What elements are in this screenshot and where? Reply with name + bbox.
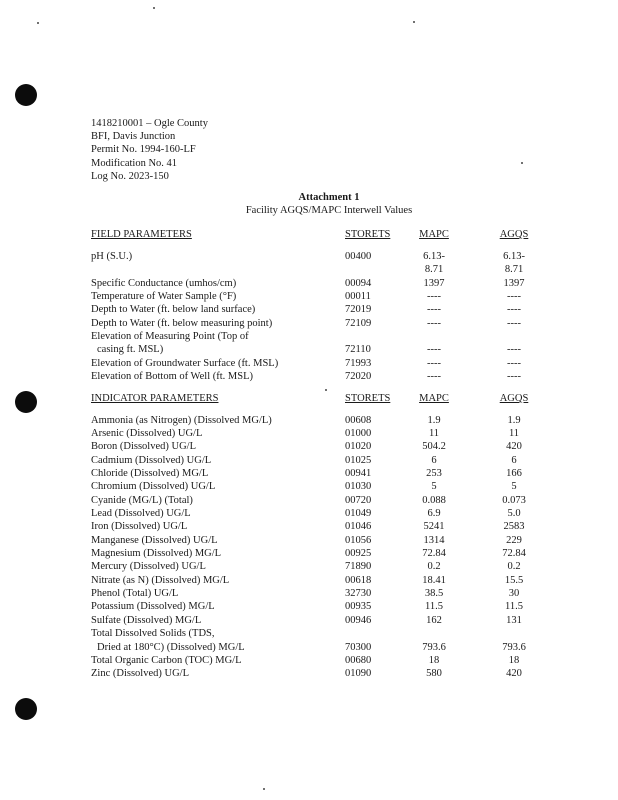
agqs-value: 0.073	[502, 495, 526, 506]
mapc-column-header: MAPC	[419, 393, 449, 404]
storet-code: 00680	[345, 655, 372, 666]
field-parameters-heading: FIELD PARAMETERS	[91, 229, 192, 240]
agqs-value: 420	[506, 668, 522, 679]
parameter-name: Phenol (Total) UG/L	[91, 588, 179, 599]
table-row	[0, 317, 618, 330]
table-row	[0, 560, 618, 573]
agqs-value: 131	[506, 615, 522, 626]
mapc-value: 18.41	[422, 575, 446, 586]
table-row	[0, 614, 618, 627]
mapc-value: 38.5	[424, 588, 444, 599]
agqs-value: 6	[511, 455, 517, 466]
table-row	[0, 454, 618, 467]
scan-speck	[413, 21, 415, 23]
table-row	[0, 370, 618, 383]
parameter-name: Chloride (Dissolved) MG/L	[91, 468, 209, 479]
agqs-value: 11.5	[505, 601, 523, 612]
header-line: 1418210001 – Ogle County	[91, 118, 208, 129]
parameter-name: Sulfate (Dissolved) MG/L	[91, 615, 202, 626]
parameter-name: Total Organic Carbon (TOC) MG/L	[91, 655, 242, 666]
parameter-name: Elevation of Groundwater Surface (ft. MSL)	[91, 358, 279, 369]
parameter-name: Potassium (Dissolved) MG/L	[91, 601, 215, 612]
agqs-value: 6.13-	[503, 251, 525, 262]
table-row	[0, 414, 618, 427]
agqs-value: 30	[508, 588, 520, 599]
mapc-value: 72.84	[422, 548, 446, 559]
agqs-value: ----	[507, 371, 521, 382]
attachment-title: Attachment 1	[298, 192, 360, 203]
table-row	[0, 467, 618, 480]
agqs-value: 18	[508, 655, 520, 666]
mapc-value: 11	[428, 428, 440, 439]
storet-code: 00946	[345, 615, 372, 626]
mapc-value: ----	[427, 344, 441, 355]
table-row	[0, 667, 618, 680]
agqs-value: 11	[508, 428, 520, 439]
mapc-value: 504.2	[422, 441, 446, 452]
mapc-value: 0.088	[422, 495, 446, 506]
mapc-value: ----	[427, 358, 441, 369]
parameter-name: pH (S.U.)	[91, 251, 133, 262]
agqs-value: 229	[506, 535, 522, 546]
table-row	[0, 290, 618, 303]
parameter-name: Nitrate (as N) (Dissolved) MG/L	[91, 575, 230, 586]
table-row	[0, 330, 618, 343]
agqs-value: ----	[507, 358, 521, 369]
mapc-value: ----	[427, 304, 441, 315]
mapc-value: 18	[428, 655, 440, 666]
agqs-value: 1.9	[507, 415, 521, 426]
mapc-value: 1.9	[427, 415, 441, 426]
table-row	[0, 343, 618, 356]
parameter-name: Lead (Dissolved) UG/L	[91, 508, 191, 519]
table-row	[0, 303, 618, 316]
field-table-header	[0, 228, 618, 241]
parameter-name: Magnesium (Dissolved) MG/L	[91, 548, 222, 559]
table-row	[0, 587, 618, 600]
storet-code: 72020	[345, 371, 372, 382]
mapc-value: 8.71	[424, 264, 444, 275]
attachment-subtitle: Facility AGQS/MAPC Interwell Values	[245, 205, 413, 216]
parameter-name: Cyanide (MG/L) (Total)	[91, 495, 193, 506]
parameter-name: Ammonia (as Nitrogen) (Dissolved MG/L)	[91, 415, 272, 426]
agqs-value: ----	[507, 304, 521, 315]
storet-code: 00094	[345, 278, 372, 289]
storet-code: 01025	[345, 455, 372, 466]
punch-hole-bottom	[15, 698, 37, 720]
mapc-value: 0.2	[427, 561, 441, 572]
scan-speck	[153, 7, 155, 9]
agqs-value: ----	[507, 318, 521, 329]
agqs-value: 1397	[503, 278, 525, 289]
scan-speck	[325, 389, 327, 391]
mapc-value: 6	[431, 455, 437, 466]
agqs-value: 793.6	[502, 642, 526, 653]
mapc-value: ----	[427, 318, 441, 329]
storet-code: 71890	[345, 561, 372, 572]
agqs-value: 15.5	[504, 575, 524, 586]
agqs-value: 2583	[503, 521, 525, 532]
storets-column-header: STORETS	[345, 393, 391, 404]
table-row	[0, 574, 618, 587]
header-line: Log No. 2023-150	[91, 170, 169, 182]
storet-code: 01030	[345, 481, 372, 492]
mapc-value: 253	[426, 468, 442, 479]
mapc-value: ----	[427, 371, 441, 382]
agqs-value: 0.2	[507, 561, 521, 572]
table-row	[0, 480, 618, 493]
header-line: Permit No. 1994-160-LF	[91, 144, 196, 156]
storet-code: 00608	[345, 415, 372, 426]
storet-code: 72109	[345, 318, 372, 329]
parameter-name: Chromium (Dissolved) UG/L	[91, 481, 216, 492]
parameter-name: Cadmium (Dissolved) UG/L	[91, 455, 212, 466]
indicator-table-header	[0, 392, 618, 405]
agqs-value: 8.71	[504, 264, 524, 275]
table-row	[0, 250, 618, 263]
parameter-name: Temperature of Water Sample (°F)	[91, 291, 237, 302]
storet-code: 00011	[345, 291, 371, 302]
mapc-column-header: MAPC	[419, 229, 449, 240]
table-row	[0, 263, 618, 276]
table-row	[0, 547, 618, 560]
header-line: Modification No. 41	[91, 157, 178, 169]
table-row	[0, 600, 618, 613]
scan-speck	[263, 788, 265, 790]
agqs-column-header: AGQS	[499, 393, 529, 404]
storet-code: 01056	[345, 535, 372, 546]
table-row	[0, 534, 618, 547]
parameter-name: Specific Conductance (umhos/cm)	[91, 278, 237, 289]
indicator-parameters-heading: INDICATOR PARAMETERS	[91, 393, 219, 404]
parameter-name: Manganese (Dissolved) UG/L	[91, 535, 218, 546]
table-row	[0, 494, 618, 507]
storet-code: 71993	[345, 358, 372, 369]
storet-code: 00720	[345, 495, 372, 506]
storet-code: 00925	[345, 548, 372, 559]
mapc-value: 1397	[423, 278, 445, 289]
agqs-value: 420	[506, 441, 522, 452]
table-row	[0, 627, 618, 640]
parameter-name: Depth to Water (ft. below land surface)	[91, 304, 256, 315]
parameter-name: casing ft. MSL)	[97, 344, 164, 355]
mapc-value: 6.13-	[423, 251, 445, 262]
agqs-value: ----	[507, 344, 521, 355]
document-header	[91, 117, 208, 183]
storets-column-header: STORETS	[345, 229, 391, 240]
agqs-column-header: AGQS	[499, 229, 529, 240]
storet-code: 00935	[345, 601, 372, 612]
table-row	[0, 520, 618, 533]
parameter-name: Depth to Water (ft. below measuring point)	[91, 318, 273, 329]
scan-speck	[37, 22, 39, 24]
storet-code: 72110	[345, 344, 371, 355]
agqs-value: 72.84	[502, 548, 526, 559]
table-row	[0, 507, 618, 520]
header-line: BFI, Davis Junction	[91, 131, 176, 143]
mapc-value: 1314	[423, 535, 445, 546]
parameter-name: Total Dissolved Solids (TDS,	[91, 628, 215, 639]
storet-code: 70300	[345, 642, 372, 653]
agqs-value: 166	[506, 468, 522, 479]
mapc-value: 5	[431, 481, 437, 492]
agqs-value: 5.0	[507, 508, 521, 519]
storet-code: 01000	[345, 428, 372, 439]
parameter-name: Mercury (Dissolved) UG/L	[91, 561, 206, 572]
mapc-value: ----	[427, 291, 441, 302]
mapc-value: 11.5	[425, 601, 443, 612]
mapc-value: 5241	[423, 521, 445, 532]
storet-code: 01049	[345, 508, 372, 519]
storet-code: 00941	[345, 468, 372, 479]
storet-code: 32730	[345, 588, 372, 599]
parameter-name: Elevation of Measuring Point (Top of	[91, 331, 249, 342]
mapc-value: 6.9	[427, 508, 441, 519]
parameter-name: Iron (Dissolved) UG/L	[91, 521, 188, 532]
agqs-value: ----	[507, 291, 521, 302]
parameter-name: Elevation of Bottom of Well (ft. MSL)	[91, 371, 253, 382]
table-row	[0, 641, 618, 654]
table-row	[0, 357, 618, 370]
mapc-value: 162	[426, 615, 442, 626]
table-row	[0, 440, 618, 453]
parameter-name: Zinc (Dissolved) UG/L	[91, 668, 189, 679]
punch-hole-top	[15, 84, 37, 106]
table-row	[0, 427, 618, 440]
mapc-value: 580	[426, 668, 442, 679]
storet-code: 72019	[345, 304, 372, 315]
agqs-value: 5	[511, 481, 517, 492]
table-row	[0, 654, 618, 667]
parameter-name: Arsenic (Dissolved) UG/L	[91, 428, 203, 439]
parameter-name: Dried at 180°C) (Dissolved) MG/L	[97, 642, 245, 653]
storet-code: 01046	[345, 521, 372, 532]
mapc-value: 793.6	[422, 642, 446, 653]
storet-code: 00618	[345, 575, 372, 586]
parameter-name: Boron (Dissolved) UG/L	[91, 441, 196, 452]
storet-code: 01020	[345, 441, 372, 452]
table-row	[0, 277, 618, 290]
storet-code: 01090	[345, 668, 372, 679]
scan-speck	[521, 162, 523, 164]
storet-code: 00400	[345, 251, 372, 262]
